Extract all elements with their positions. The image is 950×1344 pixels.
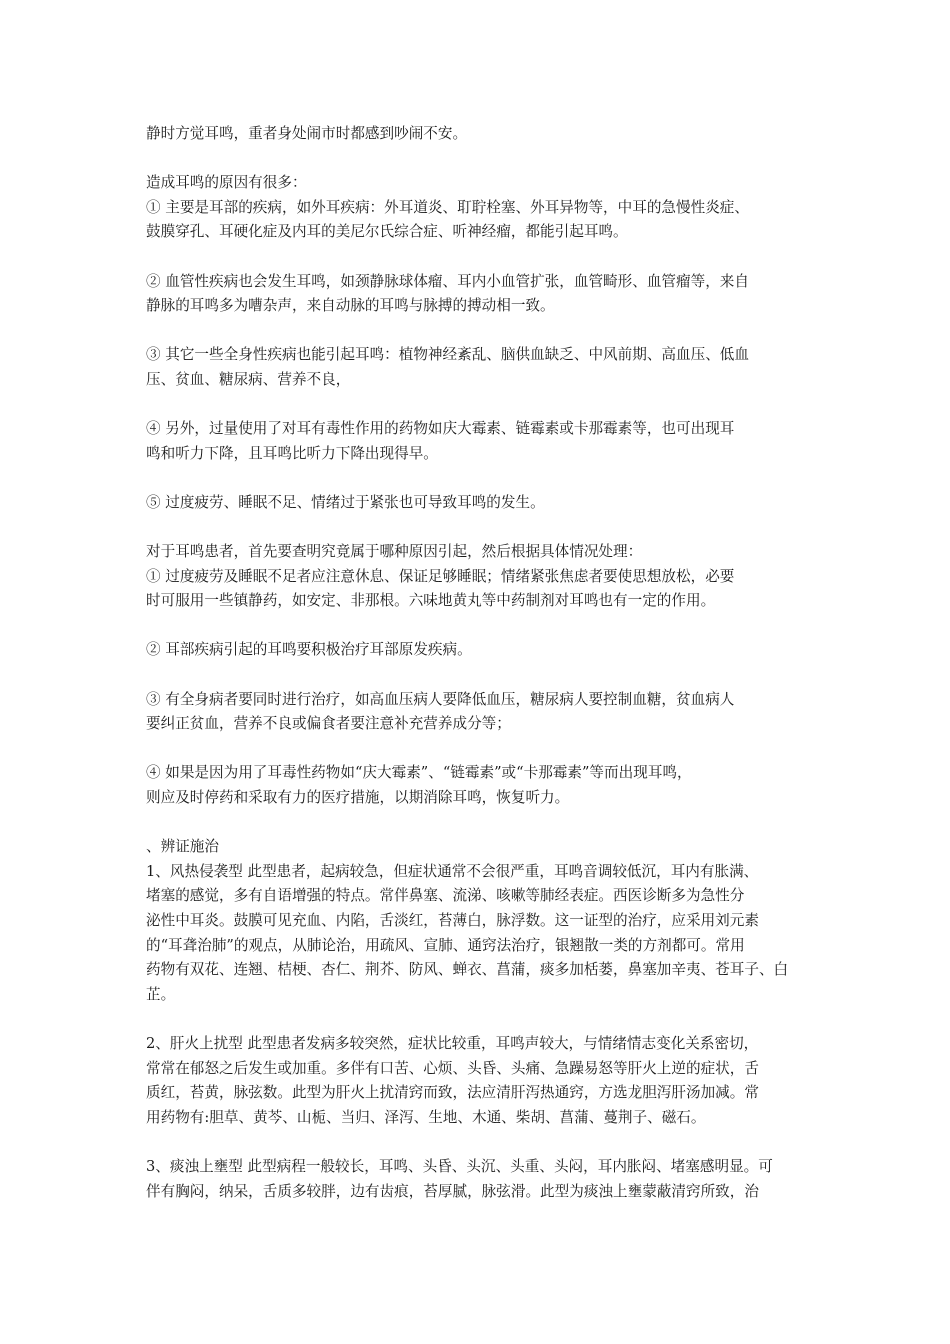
text-line: 要纠正贫血，营养不良或偏食者要注意补充营养成分等； bbox=[146, 715, 511, 733]
paragraph-gap bbox=[146, 1007, 826, 1032]
text-line: ② 耳部疾病引起的耳鸣要积极治疗耳部原发疾病。 bbox=[146, 641, 472, 659]
text-line: 质红，苔黄，脉弦数。此型为肝火上扰清窍而致，法应清肝泻热通窍，方选龙胆泻肝汤加减。常 bbox=[146, 1084, 759, 1102]
text-line: 1、风热侵袭型 此型患者，起病较急，但症状通常不会很严重，耳鸣音调较低沉，耳内有胀满、 bbox=[146, 862, 759, 880]
text-line: ③ 有全身病者要同时进行治疗，如高血压病人要降低血压，糖尿病人要控制血糖，贫血病人 bbox=[146, 690, 735, 708]
text-line: 3、痰浊上壅型 此型病程一般较长，耳鸣、头昏、头沉、头重、头闷，耳内胀闷、堵塞感明显。可 bbox=[146, 1157, 773, 1175]
text-line: 药物有双花、连翘、桔梗、杏仁、荆芥、防风、蝉衣、菖蒲，痰多加栝蒌，鼻塞加辛夷、苍耳子、白 bbox=[146, 961, 789, 979]
text-line: 伴有胸闷，纳呆，舌质多较胖，边有齿痕，苔厚腻，脉弦滑。此型为痰浊上壅蒙蔽清窍所致，治 bbox=[146, 1182, 759, 1200]
text-line: 则应及时停药和采取有力的医疗措施，以期消除耳鸣，恢复听力。 bbox=[146, 789, 570, 807]
paragraph-gap bbox=[146, 1130, 826, 1155]
paragraph-gap bbox=[146, 737, 826, 762]
text-line: 2、肝火上扰型 此型患者发病多较突然，症状比较重，耳鸣声较大，与情绪情志变化关系密切， bbox=[146, 1034, 759, 1052]
text-line: 芷。 bbox=[146, 985, 176, 1003]
text-line: ④ 如果是因为用了耳毒性药物如“庆大霉素”、“链霉素”或“卡那霉素”等而出现耳鸣， bbox=[146, 764, 692, 782]
text-line: ② 血管性疾病也会发生耳鸣，如颈静脉球体瘤、耳内小血管扩张，血管畸形、血管瘤等，来自 bbox=[146, 272, 749, 290]
text-line: ③ 其它一些全身性疾病也能引起耳鸣：植物神经紊乱、脑供血缺乏、中风前期、高血压、低血 bbox=[146, 346, 749, 364]
text-line: ① 主要是耳部的疾病，如外耳疾病：外耳道炎、耵聍栓塞、外耳异物等，中耳的急慢性炎症、 bbox=[146, 198, 749, 216]
text-line: 造成耳鸣的原因有很多： bbox=[146, 174, 307, 192]
text-line: 泌性中耳炎。鼓膜可见充血、内陷，舌淡红，苔薄白，脉浮数。这一证型的治疗，应采用刘元素 bbox=[146, 912, 759, 929]
paragraph-gap bbox=[146, 393, 826, 418]
text-line: 静脉的耳鸣多为嘈杂声，来自动脉的耳鸣与脉搏的搏动相一致。 bbox=[146, 297, 555, 315]
text-line: ④ 另外，过量使用了对耳有毒性作用的药物如庆大霉素、链霉素或卡那霉素等，也可出现耳 bbox=[146, 420, 735, 438]
paragraph-gap bbox=[146, 245, 826, 270]
paragraph-gap bbox=[146, 319, 826, 344]
text-line: ① 过度疲劳及睡眠不足者应注意休息、保证足够睡眠；情绪紧张焦虑者要使思想放松，必要 bbox=[146, 567, 735, 585]
paragraph-gap bbox=[146, 663, 826, 688]
text-line: 静时方觉耳鸣，重者身处闹市时都感到吵闹不安。 bbox=[146, 125, 468, 142]
text-line: 、辨证施治 bbox=[146, 838, 219, 856]
text-line: 用药物有:胆草、黄芩、山栀、当归、泽泻、生地、木通、柴胡、菖蒲、蔓荆子、磁石。 bbox=[146, 1108, 706, 1126]
text-line: ⑤ 过度疲劳、睡眠不足、情绪过于紧张也可导致耳鸣的发生。 bbox=[146, 493, 545, 511]
text-line: 堵塞的感觉，多有自语增强的特点。常伴鼻塞、流涕、咳嗽等肺经表症。西医诊断多为急性分 bbox=[146, 887, 745, 905]
document-page bbox=[146, 122, 826, 1204]
paragraph-gap bbox=[146, 614, 826, 639]
text-line: 对于耳鸣患者，首先要查明究竟属于哪种原因引起，然后根据具体情况处理： bbox=[146, 543, 643, 561]
paragraph-gap bbox=[146, 516, 826, 541]
paragraph-gap bbox=[146, 466, 826, 491]
text-line: 压、贫血、糖尿病、营养不良， bbox=[146, 370, 351, 388]
paragraph-gap bbox=[146, 147, 826, 172]
text-line: 鸣和听力下降，且耳鸣比听力下降出现得早。 bbox=[146, 444, 438, 462]
paragraph-gap bbox=[146, 811, 826, 836]
text-line: 常常在郁怒之后发生或加重。多伴有口苦、心烦、头昏、头痛、急躁易怒等肝火上逆的症状，舌 bbox=[146, 1059, 759, 1077]
text-line: 的“耳聋治肺”的观点，从肺论治，用疏风、宣肺、通窍法治疗，银翘散一类的方剂都可。常用 bbox=[146, 936, 745, 954]
text-line: 鼓膜穿孔、耳硬化症及内耳的美尼尔氏综合症、听神经瘤，都能引起耳鸣。 bbox=[146, 223, 628, 241]
text-line: 时可服用一些镇静药，如安定、非那根。六味地黄丸等中药制剂对耳鸣也有一定的作用。 bbox=[146, 592, 716, 610]
